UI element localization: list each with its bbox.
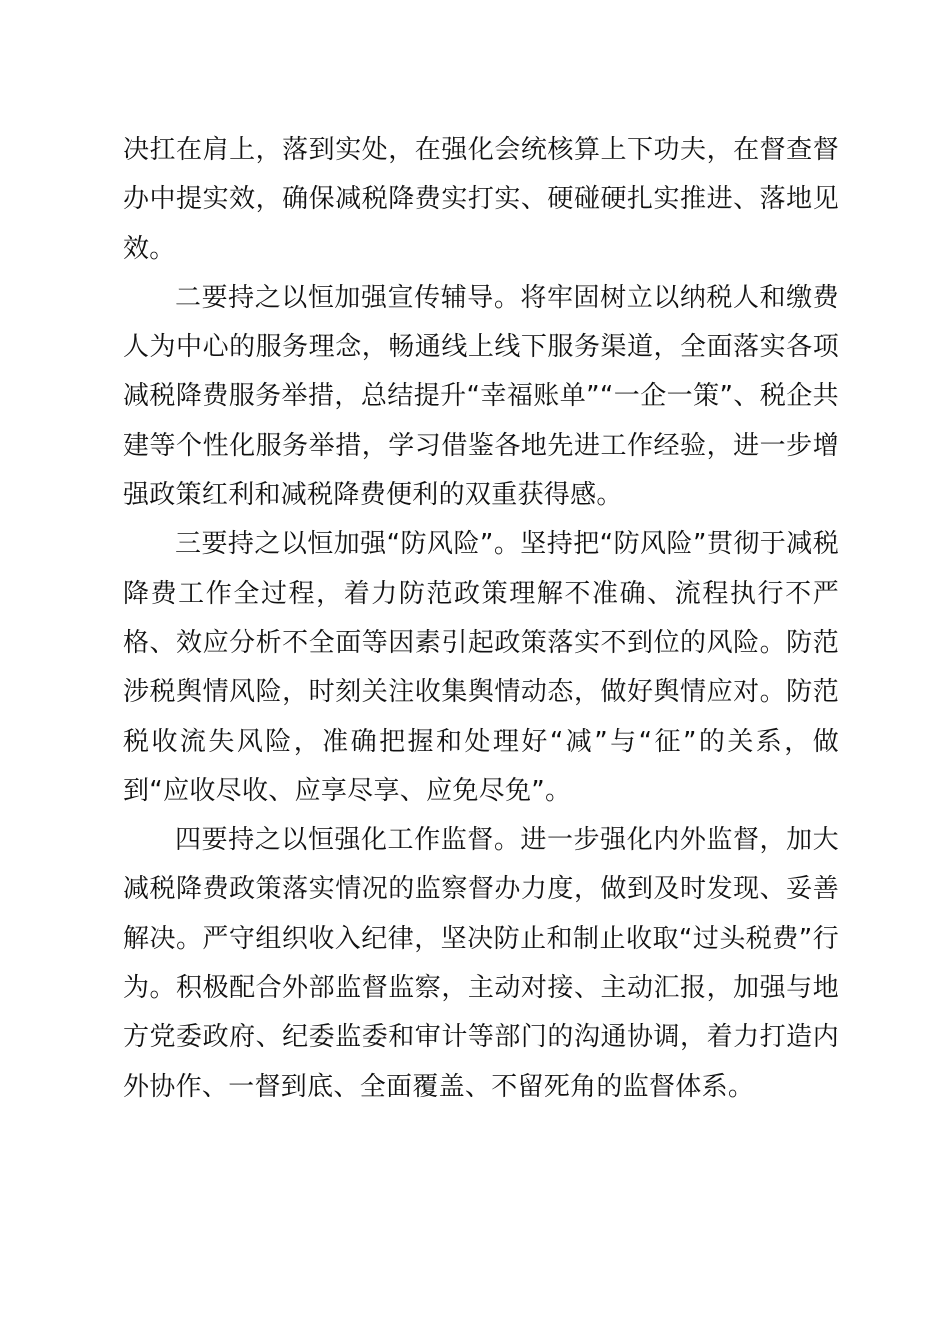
paragraph-publicity-guidance: 二要持之以恒加强宣传辅导。将牢固树立以纳税人和缴费人为中心的服务理念，畅通线上线下服务渠道，全面落实各项减税降费服务举措，总结提升“幸福账单”“一企一策”、税企共建等个性化服务举措，学习借鉴各地先进工作经验，进一步增强政策红利和减税降费便利的双重获得感。: [123, 282, 839, 511]
paragraph-continuation: 决扛在肩上，落到实处，在强化会统核算上下功夫，在督查督办中提实效，确保减税降费实打实、硬碰硬扎实推进、落地见效。: [123, 135, 839, 264]
paragraph-work-supervision: 四要持之以恒强化工作监督。进一步强化内外监督，加大减税降费政策落实情况的监察督办力度，做到及时发现、妥善解决。严守组织收入纪律，坚决防止和制止收取“过头税费”行为。积极配合外部监督监察，主动对接、主动汇报，加强与地方党委政府、纪委监委和审计等部门的沟通协调，着力打造内外协作、一督到底、全面覆盖、不留死角的监督体系。: [123, 825, 839, 1102]
paragraph-risk-prevention: 三要持之以恒加强“防风险”。坚持把“防风险”贯彻于减税降费工作全过程，着力防范政策理解不准确、流程执行不严格、效应分析不全面等因素引起政策落实不到位的风险。防范涉税舆情风险，时刻关注收集舆情动态，做好舆情应对。防范税收流失风险，准确把握和处理好“减”与“征”的关系，做到“应收尽收、应享尽享、应免尽免”。: [123, 529, 839, 806]
document-body: [123, 126, 839, 1112]
